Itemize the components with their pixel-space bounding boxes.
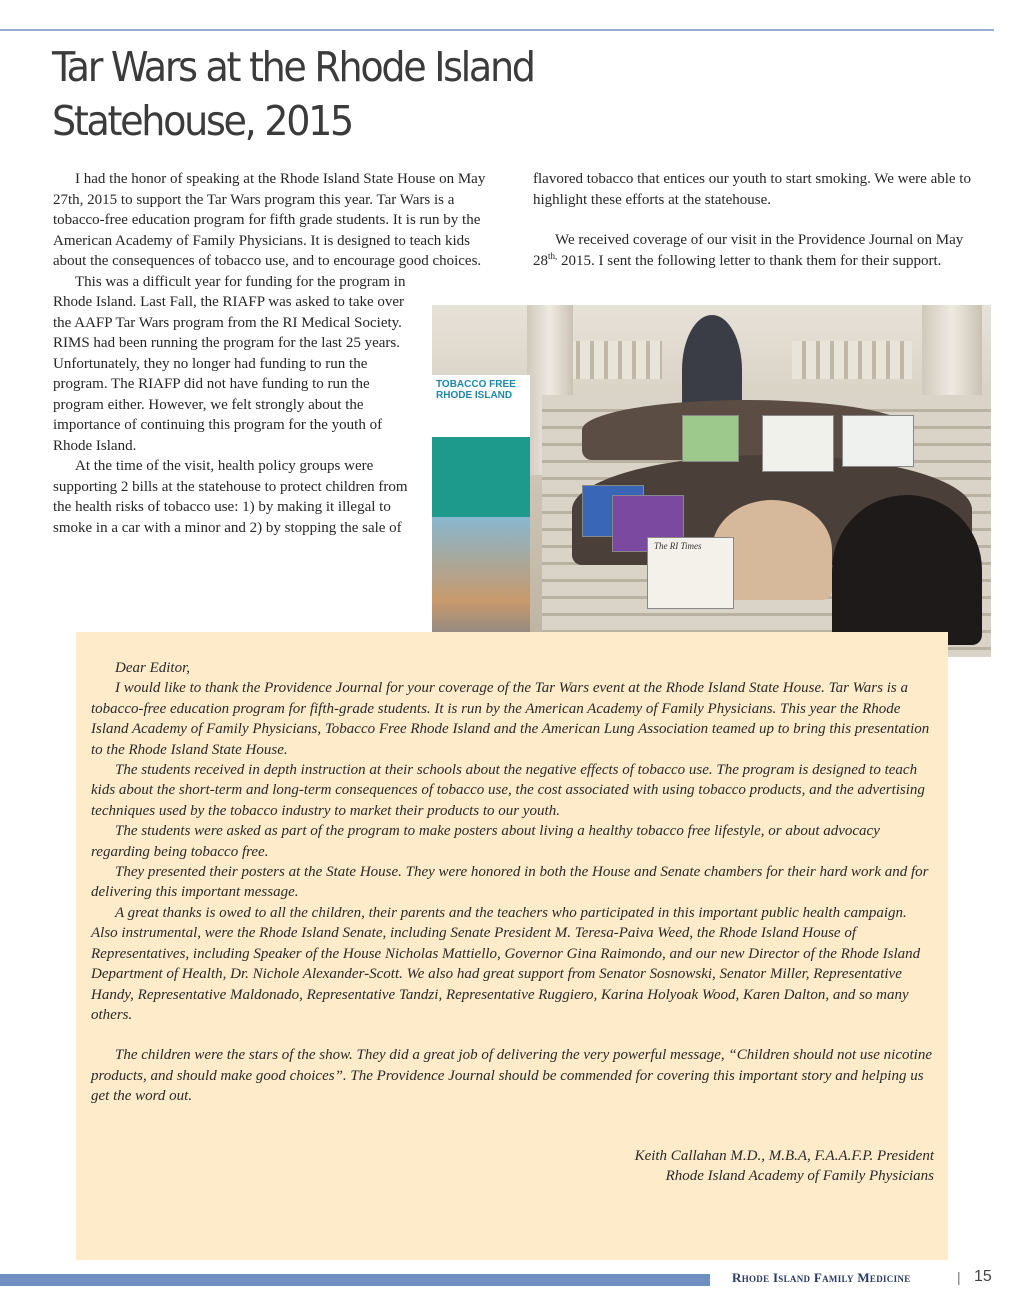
photo-balustrade (792, 341, 912, 379)
article-text: 2015. I sent the following letter to thank them for their support. (557, 252, 942, 269)
student-poster (647, 537, 734, 609)
banner-logo-text: TOBACCO FREE RHODE ISLAND (436, 379, 516, 401)
tobacco-free-ri-banner (432, 375, 530, 657)
letter-to-editor-box (76, 632, 948, 1260)
letter-paragraph: Dear Editor, (115, 660, 190, 676)
superscript: th, (548, 250, 558, 261)
statehouse-group-photo (432, 305, 991, 657)
top-rule (0, 29, 994, 31)
page-number: 15 (974, 1268, 992, 1285)
letter-signature (635, 1146, 934, 1187)
photo-people (832, 495, 982, 645)
signature-name: Keith Callahan M.D., M.B.A, F.A.A.F.P. President (634, 1148, 934, 1164)
article-text: We received coverage of our visit in the Providence Journal on May 28 (533, 232, 964, 269)
article-paragraph: flavored tobacco that entices our youth to start smoking. We were able to highlight these efforts at the statehouse. (533, 171, 971, 208)
student-poster (842, 415, 914, 467)
footer-separator: | (957, 1269, 961, 1285)
article-paragraph (533, 230, 988, 271)
article-paragraph: At the time of the visit, health policy groups were supporting 2 bills at the statehouse to protect children from the health risks of tobacco use: 1) by making it illegal to smoke in a car with a minor and 2) by stopping the sale of (53, 458, 408, 536)
letter-body (91, 658, 933, 1107)
footer-publication: Rhode Island Family Medicine (732, 1270, 911, 1285)
article-right-column (533, 169, 988, 271)
letter-paragraph: I would like to thank the Providence Journal for your coverage of the Tar Wars event at the Rhode Island State House. Tar Wars is a tobacco-free education program for fifth-grade students. It is run by the American Academy of Family Physicians. This year the Rhode Island Academy of Family Physicians, Tobacco Free Rhode Island and the American Lung Association teamed up to bring this presentation to the Rhode Island State House. (91, 680, 930, 758)
student-poster (682, 415, 739, 462)
page-title: Tar Wars at the Rhode Island Statehouse, 2015 (52, 43, 534, 145)
banner-panel (432, 437, 530, 517)
poster-caption: The RI Times (654, 541, 702, 551)
article-paragraph: This was a difficult year for funding for the program in Rhode Island. Last Fall, the RIAFP was asked to take over the AAFP Tar Wars program from the RI Medical Society. RIMS had been running the program for the last 25 years. Unfortunately, they no longer had funding to run the program. The RIAFP did not have funding to run the program either. However, we felt strongly about the importance of continuing this program for the youth of Rhode Island. (53, 273, 406, 454)
letter-paragraph: The students were asked as part of the program to make posters about living a healthy tobacco free lifestyle, or about advocacy regarding being tobacco free. (91, 823, 880, 860)
footer-bar (0, 1274, 710, 1286)
article-left-column (53, 169, 495, 538)
letter-paragraph: The students received in depth instruction at their schools about the negative effects of tobacco use. The program is designed to teach kids about the short-term and long-term consequences of tobacco use, the cost associated with using tobacco products, and the advertising techniques used by the tobacco industry to market their products to our youth. (91, 762, 925, 819)
signature-organization: Rhode Island Academy of Family Physicians (665, 1168, 934, 1185)
letter-paragraph: They presented their posters at the State House. They were honored in both the House and Senate chambers for their hard work and for delivering this important message. (91, 864, 929, 901)
article-paragraph: I had the honor of speaking at the Rhode Island State House on May 27th, 2015 to support the Tar Wars program this year. Tar Wars is a tobacco-free education program for fifth grade students. It is run by the American Academy of Family Physicians. It is designed to teach kids about the consequences of tobacco use, and to encourage good choices. (53, 171, 486, 269)
student-poster (762, 415, 834, 472)
letter-closing: The children were the stars of the show. They did a great job of delivering the very powerful message, “Children should not use nicotine products, and should make good choices”. The Providence Journal should be commended for covering this important story and helping us get the word out. (91, 1047, 932, 1105)
letter-paragraph: A great thanks is owed to all the children, their parents and the teachers who participated in this important public health campaign. Also instrumental, were the Rhode Island Senate, including Senate President M. Teresa-Paiva Weed, the Rhode Island House of Representatives, including Speaker of the House Nicholas Mattiello, Governor Gina Raimondo, and our new Director of the Rhode Island Department of Health, Dr. Nichole Alexander-Scott. We also had great support from Senator Sosnowski, Senator Miller, Representative Handy, Representative Maldonado, Representative Tandzi, Representative Ruggiero, Karina Holyoak Wood, Karen Dalton, and so many others. (91, 904, 921, 1023)
